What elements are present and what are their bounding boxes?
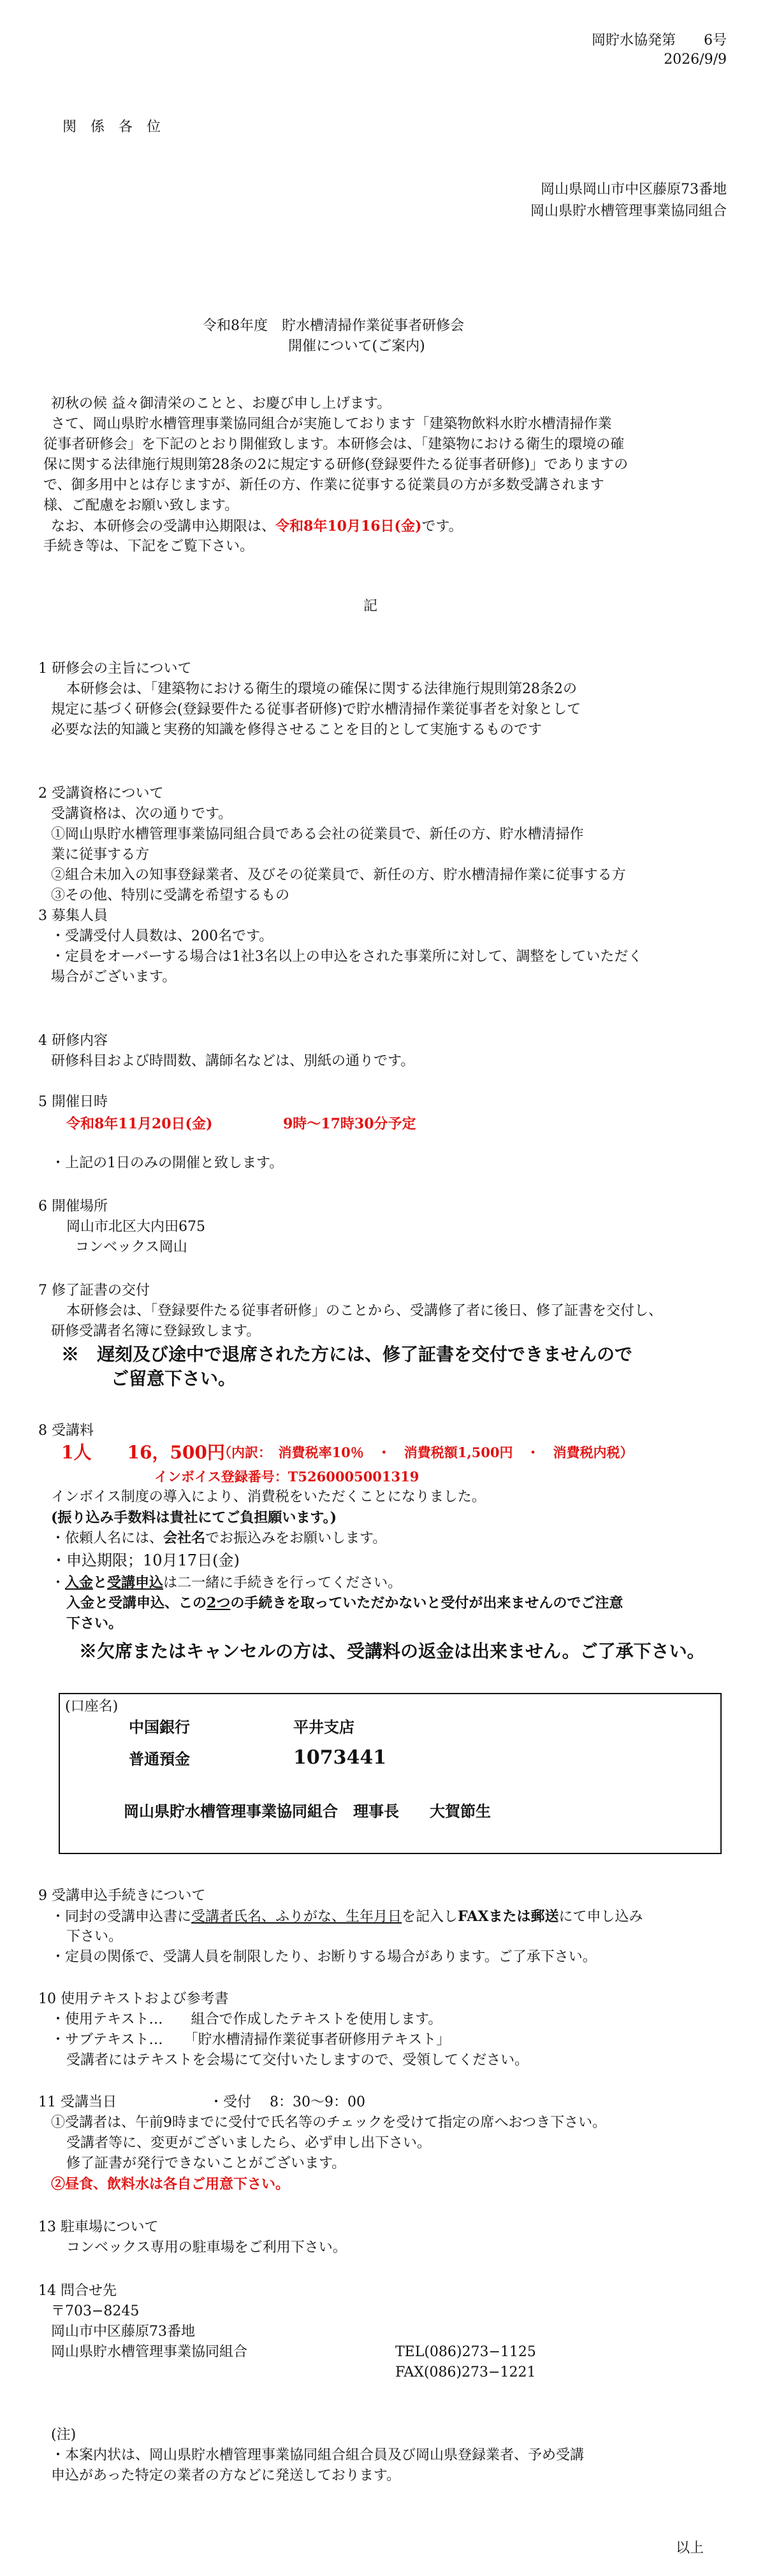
intro-line: 従事者研修会」を下記のとおり開催致します。本研修会は、「建築物における衛生的環境の確 bbox=[43, 436, 625, 452]
account-number: 1073441 bbox=[293, 1746, 387, 1769]
contact-org: 岡山県貯水槽管理事業協同組合 bbox=[51, 2344, 248, 2360]
venue-address: 岡山市北区大内田675 bbox=[66, 1219, 205, 1235]
section-2-text: ②組合未加入の知事登録業者、及びその従業員で、新任の方、貯水槽清掃作業に従事する方 bbox=[51, 867, 626, 883]
section-1-text: 本研修会は、「建築物における衛生的環境の確保に関する法律施行規則第28条2の bbox=[66, 681, 577, 697]
payer-note-suffix: でお振込みをお願いします。 bbox=[205, 1530, 387, 1546]
addressee: 関 係 各 位 bbox=[62, 119, 161, 135]
no-refund-warning: ※欠席またはキャンセルの方は、受講料の返金は出来ません。ご了承下さい。 bbox=[79, 1641, 705, 1662]
section-14-heading: 14 問合せ先 bbox=[38, 2283, 117, 2299]
section-1-text: 規定に基づく研修会(登録要件たる従事者研修)で貯水槽清掃作業従事者を対象として bbox=[51, 702, 581, 717]
intro-deadline-suffix: です。 bbox=[421, 519, 463, 535]
intro-deadline bbox=[51, 517, 463, 536]
account-holder: 岡山県貯水槽管理事業協同組合 理事長 大賀節生 bbox=[124, 1802, 491, 1820]
section-10-text: 受講者にはテキストを会場にて交付いたしますので、受領してください。 bbox=[66, 2052, 529, 2068]
event-date: 令和8年11月20日(金) bbox=[66, 1116, 213, 1132]
section-8-text bbox=[51, 1529, 386, 1548]
intro-line: で、御多用中とは存じますが、新任の方、作業に従事する従業員の方が多数受講されます bbox=[43, 477, 604, 493]
section-6-heading: 6 開催場所 bbox=[38, 1198, 108, 1214]
section-2-text: ③その他、特別に受講を希望するもの bbox=[51, 888, 290, 903]
contact-tel: TEL(086)273−1125 bbox=[395, 2344, 536, 2360]
section-2-text: 受講資格は、次の通りです。 bbox=[51, 806, 233, 822]
title-line-2: 開催について(ご案内) bbox=[288, 338, 425, 354]
requirement-suffix: の手続きを取っていただかないと受付が出来ませんのでご注意 bbox=[230, 1595, 623, 1611]
section-11-text: 修了証書が発行できないことがございます。 bbox=[66, 2155, 346, 2171]
section-2-text: ①岡山県貯水槽管理事業協同組合員である会社の従業員で、新任の方、貯水槽清掃作 bbox=[51, 826, 584, 842]
section-8-text: インボイス制度の導入により、消費税をいただくことになりました。 bbox=[51, 1489, 486, 1505]
section-7-warning: ※ 遅刻及び途中で退席された方には、修了証書を交付できませんので bbox=[61, 1344, 633, 1365]
contact-address: 岡山市中区藤原73番地 bbox=[51, 2324, 195, 2340]
section-3-text: ・受講受付人員数は、200名です。 bbox=[51, 928, 273, 944]
section-3-text: 場合がございます。 bbox=[51, 969, 177, 985]
payer-note-company: 会社名 bbox=[163, 1530, 206, 1546]
required-fields: 受講者氏名、ふりがな、生年月日 bbox=[191, 1909, 402, 1925]
bank-account-box bbox=[59, 1693, 722, 1854]
section-4-heading: 4 研修内容 bbox=[38, 1033, 108, 1049]
bank-name: 中国銀行 bbox=[129, 1718, 190, 1736]
document-number: 岡貯水協発第 6号 bbox=[592, 32, 727, 48]
lunch-notice: ②昼食、飲料水は各自ご用意下さい。 bbox=[51, 2176, 290, 2192]
section-10-text: ・サブテキスト… 「貯水槽清掃作業従事者研修用テキスト」 bbox=[51, 2032, 451, 2048]
form-suffix: にて申し込み bbox=[558, 1909, 643, 1925]
payment-term: 入金 bbox=[65, 1574, 94, 1591]
section-9-heading: 9 受講申込手続きについて bbox=[38, 1888, 206, 1904]
section-7-warning: ご留意下さい。 bbox=[111, 1368, 237, 1389]
section-4-text: 研修科目および時間数、講師名などは、別紙の通りです。 bbox=[51, 1053, 415, 1069]
section-8-text bbox=[51, 1574, 402, 1593]
contact-fax: FAX(086)273−1221 bbox=[395, 2364, 536, 2380]
intro-procedure: 手続き等は、下記をご覧下さい。 bbox=[43, 538, 254, 554]
joiner: と bbox=[93, 1574, 108, 1591]
section-10-text: ・使用テキスト… 組合で作成したテキストを使用します。 bbox=[51, 2011, 442, 2027]
intro-line: 様、ご配慮をお願い致します。 bbox=[43, 498, 239, 514]
section-8-heading: 8 受講料 bbox=[38, 1423, 94, 1439]
intro-line: さて、岡山県貯水槽管理事業協同組合が実施しております「建築物飲料水貯水槽清掃作業 bbox=[51, 416, 612, 432]
section-9-text: 下さい。 bbox=[66, 1929, 123, 1945]
payer-note-prefix: ・依頼人名には、 bbox=[51, 1530, 164, 1546]
section-8-text: (振り込み手数料は貴社にてご負担願います。) bbox=[51, 1509, 337, 1526]
section-10-heading: 10 使用テキストおよび参考書 bbox=[38, 1991, 229, 2007]
section-5-note: ・上記の1日のみの開催と致します。 bbox=[51, 1155, 284, 1171]
intro-greeting: 初秋の候 益々御清栄のことと、お慶び申し上げます。 bbox=[51, 396, 391, 412]
intro-line: 保に関する法律施行規則第28条の2に規定する研修(登録要件たる従事者研修)」でありますの bbox=[43, 457, 629, 473]
section-3-text: ・定員をオーバーする場合は1社3名以上の申込をされた事業所に対して、調整をしていただく bbox=[51, 949, 643, 965]
bank-branch: 平井支店 bbox=[293, 1718, 354, 1736]
section-8-text: 下さい。 bbox=[66, 1615, 123, 1632]
intro-deadline-prefix: なお、本研修会の受講申込期限は、 bbox=[51, 519, 276, 535]
section-11-heading: 11 受講当日 bbox=[38, 2094, 117, 2110]
section-9-text: ・定員の関係で、受講人員を制限したり、お断りする場合があります。ご了承下さい。 bbox=[51, 1949, 597, 1965]
ki-heading: 記 bbox=[363, 598, 378, 614]
note-text: ・本案内状は、岡山県貯水槽管理事業協同組合組合員及び岡山県登録業者、予め受講 bbox=[51, 2447, 585, 2463]
together-note: は二一緒に手続きを行ってください。 bbox=[163, 1575, 402, 1591]
bank-label: (口座名) bbox=[65, 1699, 119, 1715]
section-5-heading: 5 開催日時 bbox=[38, 1094, 108, 1110]
form-mid: を記入し bbox=[402, 1909, 458, 1925]
section-7-heading: 7 修了証書の交付 bbox=[38, 1283, 150, 1299]
document-date: 2026/9/9 bbox=[664, 52, 727, 68]
section-2-text: 業に従事する方 bbox=[51, 847, 150, 863]
title-line-1: 令和8年度 貯水槽清掃作業従事者研修会 bbox=[203, 318, 464, 334]
section-2-heading: 2 受講資格について bbox=[38, 786, 164, 802]
section-3-heading: 3 募集人員 bbox=[38, 908, 108, 924]
two-procedures: 2つ bbox=[207, 1595, 231, 1611]
note-heading: (注) bbox=[51, 2427, 76, 2443]
note-text: 申込があった特定の業者の方などに発送しております。 bbox=[51, 2468, 401, 2484]
form-prefix: ・同封の受講申込書に bbox=[51, 1909, 192, 1925]
application-deadline: ・申込期限；10月17日(金) bbox=[51, 1551, 240, 1569]
section-7-text: 研修受講者名簿に登録致します。 bbox=[51, 1323, 261, 1339]
section-8-text bbox=[66, 1594, 623, 1613]
account-type: 普通預金 bbox=[129, 1750, 190, 1768]
closing-ijo: 以上 bbox=[676, 2540, 704, 2556]
section-1-text: 必要な法的知識と実務的知識を修得させることを目的として実施するものです bbox=[51, 722, 543, 738]
sender-address: 岡山県岡山市中区藤原73番地 bbox=[541, 182, 727, 198]
deadline-date: 令和8年10月16日(金) bbox=[275, 518, 422, 535]
sender-org: 岡山県貯水槽管理事業協同組合 bbox=[530, 203, 727, 219]
fee-amount: 1人 16，500円 bbox=[61, 1442, 225, 1463]
section-11-text: ①受講者は、午前9時までに受付で氏名等のチェックを受けて指定の席へおつき下さい。 bbox=[51, 2115, 607, 2131]
section-11-text: 受講者等に、変更がございましたら、必ず申し出下さい。 bbox=[66, 2135, 432, 2151]
section-13-heading: 13 駐車場について bbox=[38, 2219, 159, 2235]
reception-time: ・受付 8：30～9：00 bbox=[209, 2094, 365, 2110]
invoice-number: インボイス登録番号：T5260005001319 bbox=[154, 1469, 419, 1485]
section-1-heading: 1 研修会の主旨について bbox=[38, 661, 192, 677]
section-13-text: コンベックス専用の駐車場をご利用下さい。 bbox=[66, 2240, 347, 2256]
section-7-text: 本研修会は、「登録要件たる従事者研修」のことから、受講修了者に後日、修了証書を交付し、 bbox=[66, 1303, 663, 1319]
venue-name: コンベックス岡山 bbox=[75, 1239, 187, 1255]
section-9-text bbox=[51, 1908, 643, 1927]
event-time: 9時～17時30分予定 bbox=[283, 1116, 416, 1132]
requirement-prefix: 入金と受講申込、この bbox=[66, 1595, 207, 1611]
fee-breakdown: （内訳： 消費税率10％ ・ 消費税額1,500円 ・ 消費税内税） bbox=[218, 1444, 634, 1460]
bullet: ・ bbox=[51, 1575, 66, 1591]
submission-method: FAXまたは郵送 bbox=[458, 1908, 559, 1925]
contact-zip: 〒703−8245 bbox=[51, 2303, 140, 2319]
application-term: 受講申込 bbox=[107, 1574, 164, 1591]
